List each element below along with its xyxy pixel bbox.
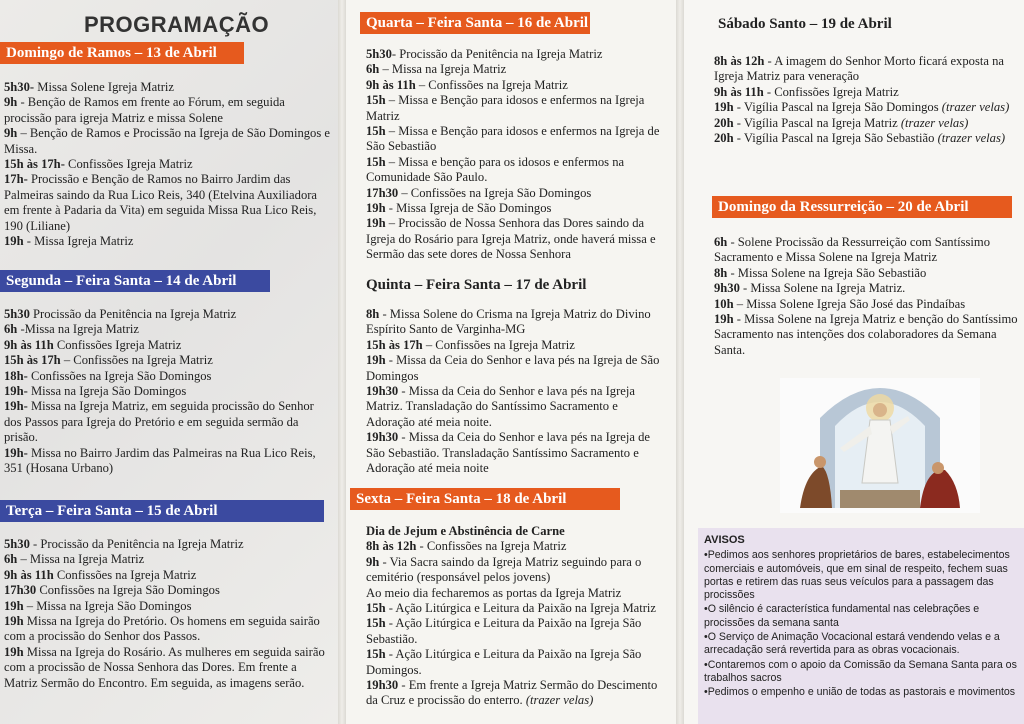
schedule-time: 19h- [4, 445, 28, 460]
section-intro: Dia de Jejum e Abstinência de Carne [366, 524, 565, 538]
schedule-text: - Ação Litúrgica e Leitura da Paixão na Igreja São Sebastião. [366, 616, 642, 646]
schedule-text: – Missa Solene Igreja São José das Pindaíbas [733, 296, 966, 311]
schedule-item [4, 307, 332, 322]
schedule-text: - Vigília Pascal na Igreja São Sebastião [733, 131, 938, 146]
schedule-time: 10h [714, 296, 734, 311]
schedule-item [4, 157, 332, 172]
schedule-text: - Missa da Ceia do Senhor e lava pés na Igreja Matriz. Transladação do Santíssimo Sacramento e Adoração até meia noite. [366, 384, 635, 429]
schedule-item [366, 586, 668, 601]
section-sexta-feira [366, 524, 668, 709]
schedule-text: - Missa da Ceia do Senhor e lava pés na Igreja de São Domingos [366, 353, 660, 383]
schedule-text: Missa na Igreja São Domingos [27, 384, 187, 399]
schedule-time: 8h às 12h [366, 539, 417, 554]
section-quinta-feira [366, 307, 668, 476]
schedule-text: - Solene Procissão da Ressurreição com Santíssimo Sacramento e Missa Solene na Igreja Matriz [714, 235, 990, 265]
schedule-time: 9h [4, 95, 18, 110]
schedule-time: 5h30 [4, 307, 30, 321]
schedule-time: 17h- [4, 172, 28, 187]
schedule-time: 5h30- [4, 80, 35, 94]
schedule-text: - Benção de Ramos em frente ao Fórum, em seguida procissão para igreja Matriz e missa Solene [4, 95, 285, 125]
schedule-time: 19h- [4, 399, 28, 414]
schedule-item [4, 369, 332, 384]
heading-quinta-feira: Quinta – Feira Santa – 17 de Abril [366, 277, 587, 293]
schedule-text: - Procissão da Penitência na Igreja Matriz [391, 47, 603, 61]
schedule-time: 15h às 17h [366, 337, 423, 352]
schedule-item [366, 616, 668, 647]
heading-domingo-ramos: Domingo de Ramos – 13 de Abril [0, 42, 244, 64]
schedule-item [4, 583, 332, 598]
schedule-item [366, 307, 668, 338]
schedule-text: – Confissões na Igreja São Domingos [398, 185, 592, 200]
schedule-item [366, 62, 668, 77]
schedule-note: (trazer velas) [525, 693, 594, 708]
schedule-text: – Confissões na Igreja Matriz [422, 337, 575, 352]
section-domingo-ramos [4, 80, 332, 249]
fold-line [676, 0, 684, 724]
schedule-item [4, 80, 332, 95]
schedule-text: Ao meio dia fecharemos as portas da Igreja Matriz [366, 585, 622, 600]
schedule-note: (trazer velas) [937, 131, 1006, 146]
schedule-time: 15h [366, 601, 386, 616]
schedule-time: 6h [366, 62, 380, 77]
schedule-item [4, 537, 332, 552]
schedule-text: - Missa Solene do Crisma na Igreja Matriz do Divino Espírito Santo de Varginha-MG [366, 307, 651, 337]
heading-quarta-feira: Quarta – Feira Santa – 16 de Abril [360, 12, 590, 34]
aviso-item: •Contaremos com o apoio da Comissão da Semana Santa para os trabalhos sacros [704, 658, 1017, 684]
schedule-text: - Confissões na Igreja Matriz [416, 539, 567, 554]
avisos-box [698, 528, 1024, 724]
schedule-time: 9h às 11h [4, 567, 54, 582]
heading-domingo-ressurreicao: Domingo da Ressurreição – 20 de Abril [712, 196, 1012, 218]
schedule-text: - Missa Solene na Igreja São Sebastião [727, 265, 927, 280]
schedule-time: 9h às 11h [4, 337, 54, 352]
schedule-text: - Missa Igreja de São Domingos [385, 201, 552, 216]
schedule-item [4, 599, 332, 614]
schedule-time: 9h [366, 554, 380, 569]
schedule-item [714, 85, 1020, 100]
schedule-time: 19h [4, 644, 24, 659]
schedule-text: Missa Solene Igreja Matriz [34, 80, 174, 94]
schedule-item [366, 555, 668, 586]
schedule-time: 19h [714, 312, 734, 327]
heading-segunda-feira: Segunda – Feira Santa – 14 de Abril [0, 270, 270, 292]
heading-sexta-feira: Sexta – Feira Santa – 18 de Abril [350, 488, 620, 510]
schedule-text: - Missa Igreja Matriz [23, 234, 134, 249]
schedule-text: – Missa na Igreja Matriz [379, 62, 507, 77]
schedule-time: 15h [366, 647, 386, 662]
schedule-note: (trazer velas) [900, 115, 969, 130]
aviso-item: •O Serviço de Animação Vocacional estará vendendo velas e a arrecadação será revertida para as obras vocacionais. [704, 631, 1000, 657]
schedule-item [4, 399, 332, 445]
schedule-time: 8h às 12h [714, 54, 765, 68]
schedule-time: 19h [4, 598, 24, 613]
schedule-text: - Ação Litúrgica e Leitura da Paixão na Igreja Matriz [385, 601, 657, 616]
schedule-item [714, 116, 1020, 131]
schedule-item [366, 678, 668, 709]
schedule-item [4, 172, 332, 234]
schedule-text: Confissões Igreja Matriz [53, 337, 182, 352]
schedule-time: 19h [4, 614, 24, 629]
schedule-time: 18h- [4, 368, 28, 383]
schedule-item [366, 47, 668, 62]
schedule-text: - Ação Litúrgica e Leitura da Paixão na Igreja São Domingos. [366, 647, 642, 677]
aviso-item: •Pedimos aos senhores proprietários de bares, estabelecimentos comerciais e automóveis, que em sinal de respeito, fechem suas portas e retirem das ruas seus veículos para a passagem das procissões [704, 549, 1010, 602]
schedule-time: 19h [366, 201, 386, 216]
schedule-text: Procissão e Benção de Ramos no Bairro Jardim das Palmeiras saindo da Rua Lico Reis, 340 (Etelvina Auxiliadora em frente à Padaria da Vita) em seguida Missa Rua Lico Reis, 190 (Liliane) [4, 172, 318, 233]
schedule-time: 20h [714, 115, 734, 130]
schedule-text: - A imagem do Senhor Morto ficará exposta na Igreja Matriz para veneração [714, 54, 1004, 84]
schedule-text: – Missa e benção para os idosos e enfermos na Comunidade São Paulo. [366, 154, 625, 185]
avisos-list [704, 549, 1020, 699]
schedule-time: 19h [4, 234, 24, 249]
aviso-item: •Pedimos o empenho e união de todas as pastorais e movimentos [704, 686, 1016, 699]
schedule-text: – Missa e Benção para idosos e enfermos na Igreja Matriz [366, 93, 645, 123]
schedule-text: – Confissões na Igreja Matriz [415, 77, 568, 92]
schedule-item [4, 338, 332, 353]
schedule-time: 19h [714, 100, 734, 115]
schedule-item [366, 155, 668, 186]
schedule-item [366, 430, 668, 476]
schedule-item [366, 124, 668, 155]
schedule-item [4, 614, 332, 645]
schedule-text: - Confissões Igreja Matriz [763, 84, 899, 99]
schedule-time: 6h [4, 322, 18, 337]
schedule-text: - Missa da Ceia do Senhor e lava pés na Igreja de São Sebastião. Transladação Santíssimo Sacramento e Adoração até meia noite [366, 430, 650, 476]
schedule-time: 8h [366, 307, 380, 321]
schedule-item [714, 131, 1020, 146]
schedule-time: 17h30 [366, 185, 399, 200]
schedule-item [366, 93, 668, 124]
schedule-text: Procissão da Penitência na Igreja Matriz [29, 307, 237, 321]
schedule-text: Confissões na Igreja São Domingos [36, 583, 220, 598]
section-terca-feira [4, 537, 332, 691]
schedule-time: 15h [366, 93, 386, 108]
schedule-text: Missa na Igreja do Rosário. As mulheres em seguida sairão com a procissão de Nossa Senhora das Dores. Em frente a Matriz Sermão do Encontro. Em seguida, as imagens serão. [4, 644, 325, 690]
aviso-item: •O silêncio é característica fundamental nas celebrações e procissões da semana santa [704, 603, 980, 629]
schedule-time: 19h30 [366, 384, 399, 399]
schedule-text: - Missa Solene na Igreja Matriz e benção do Santíssimo Sacramento nas intenções dos colaboradores da Semana Santa. [714, 312, 1018, 357]
schedule-item [714, 281, 1020, 296]
schedule-time: 9h30 [714, 281, 740, 296]
schedule-time: 20h [714, 131, 734, 146]
schedule-text: Confissões na Igreja Matriz [53, 567, 197, 582]
schedule-item [714, 235, 1020, 266]
schedule-text: -Missa na Igreja Matriz [17, 322, 140, 337]
schedule-item [714, 54, 1020, 85]
schedule-time: 6h [4, 552, 18, 567]
schedule-text: - Via Sacra saindo da Igreja Matriz seguindo para o cemitério (responsável pelos jovens) [366, 554, 642, 585]
schedule-item [4, 234, 332, 249]
schedule-time: 15h [366, 154, 386, 169]
schedule-item [4, 552, 332, 567]
schedule-time: 15h às 17h [4, 353, 61, 368]
schedule-text: - Procissão da Penitência na Igreja Matriz [29, 537, 244, 551]
schedule-item [714, 266, 1020, 281]
schedule-time: 15h [366, 616, 386, 631]
schedule-text: Missa na Igreja do Pretório. Os homens em seguida sairão com a procissão do Senhor dos Passos. [4, 614, 320, 644]
schedule-text: – Confissões na Igreja Matriz [60, 353, 213, 368]
schedule-text: Missa na Igreja Matriz, em seguida procissão do Senhor dos Passos para Igreja do Pretório e em seguida sermão da prisão. [4, 399, 314, 445]
schedule-item [366, 78, 668, 93]
schedule-item [714, 100, 1020, 115]
page-title: PROGRAMAÇÃO [84, 12, 270, 37]
schedule-text: – Missa e Benção para idosos e enfermos na Igreja de São Sebastião [366, 124, 660, 154]
schedule-text: – Missa na Igreja São Domingos [23, 598, 192, 613]
schedule-item [366, 216, 668, 262]
schedule-text: - Em frente a Igreja Matriz Sermão do Descimento da Cruz e procissão do enterro. [366, 678, 658, 708]
schedule-time: 5h30 [4, 537, 30, 551]
schedule-text: Missa no Bairro Jardim das Palmeiras na Rua Lico Reis, 351 (Hosana Urbano) [4, 445, 316, 476]
schedule-item [366, 647, 668, 678]
schedule-time: 19h [366, 216, 386, 231]
schedule-item [366, 384, 668, 430]
section-domingo-ressurreicao [714, 235, 1020, 358]
schedule-item [4, 322, 332, 337]
schedule-time: 9h às 11h [714, 84, 764, 99]
schedule-time: 9h [4, 126, 18, 141]
schedule-time: 15h às 17h- [4, 157, 65, 172]
heading-terca-feira: Terça – Feira Santa – 15 de Abril [0, 500, 324, 522]
schedule-text: - Vigília Pascal na Igreja São Domingos [733, 100, 942, 115]
schedule-text: – Procissão de Nossa Senhora das Dores saindo da Igreja do Rosário para Igreja Matriz, onde haverá missa e Sermão das sete dores de Nossa Senhora [366, 216, 656, 262]
schedule-item [4, 353, 332, 368]
schedule-item [366, 353, 668, 384]
schedule-time: 5h30 [366, 47, 392, 61]
schedule-item [714, 312, 1020, 358]
schedule-item [714, 297, 1020, 312]
schedule-time: 19h [366, 353, 386, 368]
schedule-item [4, 95, 332, 126]
schedule-item [366, 539, 668, 554]
schedule-time: 6h [714, 235, 728, 249]
schedule-time: 15h [366, 124, 386, 139]
schedule-text: - Vigília Pascal na Igreja Matriz [733, 115, 901, 130]
schedule-item [4, 645, 332, 691]
schedule-item [366, 186, 668, 201]
schedule-time: 9h às 11h [366, 77, 416, 92]
schedule-text: - Missa Solene na Igreja Matriz. [739, 281, 906, 296]
avisos-heading: AVISOS [704, 534, 745, 546]
schedule-note: (trazer velas) [941, 100, 1010, 115]
schedule-text: – Benção de Ramos e Procissão na Igreja de São Domingos e Missa. [4, 126, 330, 156]
fold-line [338, 0, 346, 724]
schedule-time: 19h30 [366, 678, 399, 693]
schedule-item [366, 201, 668, 216]
schedule-text: Confissões Igreja Matriz [64, 157, 193, 172]
schedule-item [4, 568, 332, 583]
schedule-item [4, 446, 332, 477]
schedule-text: – Missa na Igreja Matriz [17, 552, 145, 567]
schedule-time: 8h [714, 265, 728, 280]
resurrection-image [780, 378, 980, 513]
schedule-item [366, 338, 668, 353]
schedule-item [366, 601, 668, 616]
schedule-time: 19h- [4, 384, 28, 399]
heading-sabado-santo: Sábado Santo – 19 de Abril [718, 16, 892, 32]
section-quarta-feira [366, 47, 668, 263]
schedule-text: Confissões na Igreja São Domingos [27, 368, 212, 383]
section-segunda-feira [4, 307, 332, 476]
schedule-item [4, 384, 332, 399]
schedule-time: 17h30 [4, 583, 37, 598]
section-sabado-santo [714, 54, 1020, 146]
schedule-time: 19h30 [366, 430, 399, 445]
schedule-item [4, 126, 332, 157]
